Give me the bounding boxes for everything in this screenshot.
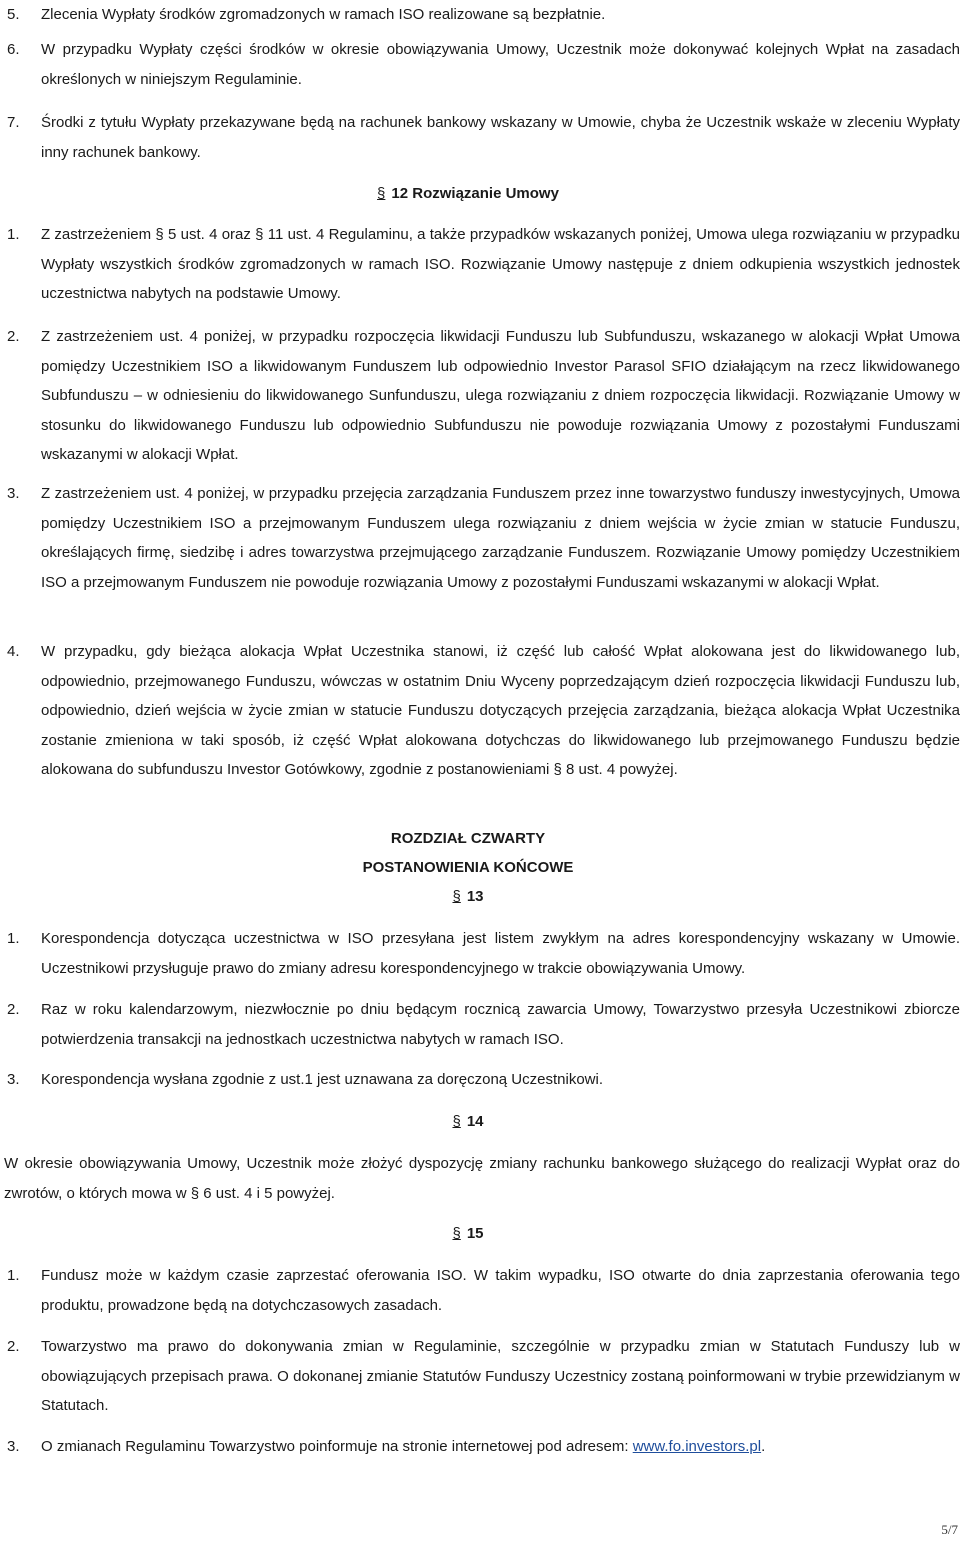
page-number: 5/7	[941, 1522, 958, 1537]
item-text: Towarzystwo ma prawo do dokonywania zmian w Regulaminie, szczególnie w przypadku zmian w Statutach Funduszy lub w obowiązujących przepisach prawa. O dokonanej zmianie Statutów Funduszy Uczestnicy zostaną poinformowani w trybie przewidzianym w Statutach.	[41, 1338, 960, 1415]
item-number: 5.	[7, 6, 20, 23]
item-text	[41, 1432, 960, 1462]
section-sign: §	[452, 1113, 461, 1130]
section-heading-14	[0, 1112, 936, 1132]
item-text: Z zastrzeżeniem ust. 4 poniżej, w przypadku rozpoczęcia likwidacji Funduszu lub Subfunduszu, wskazanego w alokacji Wpłat Umowa pomiędzy Uczestnikiem ISO a likwidowanym Funduszem lub odpowiednio Investor Parasol SFIO działającym na rzecz likwidowanego Subfunduszu – w odniesieniu do likwidowanego Sunfunduszu, ulega rozwiązaniu z dniem rozpoczęcia likwidacji. Rozwiązanie Umowy w stosunku do likwidowanego Funduszu lub odpowiednio Subfunduszu nie powoduje rozwiązania Umowy z pozostałymi Funduszami wskazanymi w alokacji Wpłat.	[41, 328, 960, 464]
item-number: 1.	[7, 1267, 20, 1284]
item-number: 3.	[7, 1438, 20, 1455]
list-item	[7, 322, 960, 470]
list-item	[7, 108, 960, 167]
list-item	[7, 479, 960, 597]
list-item	[7, 1432, 960, 1462]
section-title: 13	[466, 888, 484, 905]
item-text: Korespondencja wysłana zgodnie z ust.1 jest uznawana za doręczoną Uczestnikowi.	[41, 1071, 603, 1088]
section-heading-13	[0, 887, 936, 907]
list-item	[7, 1332, 960, 1421]
list-item	[7, 637, 960, 785]
item-number: 2.	[7, 328, 20, 345]
item-number: 7.	[7, 114, 20, 131]
list-item	[7, 995, 960, 1054]
item-number: 2.	[7, 1001, 20, 1018]
section-14-paragraph: W okresie obowiązywania Umowy, Uczestnik może złożyć dyspozycję zmiany rachunku bankowego służącego do realizacji Wypłat oraz do zwrotów, o których mowa w § 6 ust. 4 i 5 powyżej.	[4, 1155, 960, 1202]
list-item	[7, 924, 960, 983]
item-text: Z zastrzeżeniem ust. 4 poniżej, w przypadku przejęcia zarządzania Funduszem przez inne towarzystwo funduszy inwestycyjnych, Umowa pomiędzy Uczestnikiem ISO a przejmowanym Funduszem ulega rozwiązaniu z dniem wejścia w życie zmian w statucie Funduszu, określających firmę, siedzibę i adres towarzystwa przejmującego zarządzanie Funduszem. Rozwiązanie Umowy pomiędzy Uczestnikiem ISO a przejmowanym Funduszem nie powoduje rozwiązania Umowy z pozostałymi Funduszami wskazanymi w alokacji Wpłat.	[41, 485, 960, 591]
item-text: W przypadku Wypłaty części środków w okresie obowiązywania Umowy, Uczestnik może dokonywać kolejnych Wpłat na zasadach określonych w niniejszym Regulaminie.	[41, 41, 960, 88]
item-text: Z zastrzeżeniem § 5 ust. 4 oraz § 11 ust. 4 Regulaminu, a także przypadków wskazanych poniżej, Umowa ulega rozwiązaniu w przypadku Wypłaty wszystkich środków zgromadzonych w ramach ISO. Rozwiązanie Umowy następuje z dniem odkupienia wszystkich jednostek uczestnictwa nabytych na podstawie Umowy.	[41, 226, 960, 303]
item-number: 1.	[7, 930, 20, 947]
item-text-end: .	[761, 1438, 766, 1455]
item-number: 3.	[7, 1071, 20, 1088]
section-title: 15	[466, 1225, 484, 1242]
item-text-body: O zmianach Regulaminu Towarzystwo poinformuje na stronie internetowej pod adresem:	[41, 1438, 633, 1455]
item-text: W przypadku, gdy bieżąca alokacja Wpłat Uczestnika stanowi, iż część lub całość Wpłat alokowana jest do likwidowanego lub, odpowiednio, przejmowanego Funduszu, wówczas w ostatnim Dniu Wyceny poprzedzającym dzień rozpoczęcia likwidacji Funduszu lub, odpowiednio, dzień wejścia w życie zmian w statucie Funduszu dotyczących przejęcia zarządzania, bieżąca alokacja Wpłat Uczestnika zostanie zmieniona w taki sposób, iż część Wpłat alokowana dotychczas do likwidowanego lub przejmowanego Funduszu będzie alokowana do subfunduszu Investor Gotówkowy, zgodnie z postanowieniami § 8 ust. 4 powyżej.	[41, 643, 960, 779]
section-sign: §	[452, 1225, 461, 1242]
item-number: 2.	[7, 1338, 20, 1355]
section-sign: §	[377, 185, 386, 202]
item-number: 3.	[7, 485, 20, 502]
list-item	[7, 1261, 960, 1320]
item-number: 1.	[7, 226, 20, 243]
list-item	[7, 0, 960, 30]
item-text: Raz w roku kalendarzowym, niezwłocznie po dniu będącym rocznicą zawarcia Umowy, Towarzystwo przesyła Uczestnikowi zbiorcze potwierdzenia transakcji na jednostkach uczestnictwa nabytych w ramach ISO.	[41, 1001, 960, 1048]
list-item	[7, 220, 960, 309]
list-item	[7, 1065, 960, 1095]
item-number: 6.	[7, 41, 20, 58]
website-link[interactable]: www.fo.investors.pl	[632, 1438, 762, 1455]
item-number: 4.	[7, 643, 20, 660]
section-heading-12	[0, 184, 936, 204]
section-heading-15	[0, 1224, 936, 1244]
list-item	[7, 35, 960, 94]
section-sign: §	[452, 888, 461, 905]
item-text: Korespondencja dotycząca uczestnictwa w ISO przesyłana jest listem zwykłym na adres korespondencyjny wskazany w Umowie. Uczestnikowi przysługuje prawo do zmiany adresu korespondencyjnego w trakcie obowiązywania Umowy.	[41, 930, 960, 977]
chapter-title: ROZDZIAŁ CZWARTY	[390, 830, 546, 847]
item-text: Zlecenia Wypłaty środków zgromadzonych w ramach ISO realizowane są bezpłatnie.	[41, 6, 606, 23]
item-text: Środki z tytułu Wypłaty przekazywane będą na rachunek bankowy wskazany w Umowie, chyba że Uczestnik wskaże w zleceniu Wypłaty inny rachunek bankowy.	[41, 114, 960, 161]
item-text: Fundusz może w każdym czasie zaprzestać oferowania ISO. W takim wypadku, ISO otwarte do dnia zaprzestania oferowania tego produktu, prowadzone będą na dotychczasowych zasadach.	[41, 1267, 960, 1314]
section-title: 12 Rozwiązanie Umowy	[391, 185, 559, 202]
section-title: 14	[466, 1113, 484, 1130]
chapter-subtitle: POSTANOWIENIA KOŃCOWE	[362, 859, 574, 876]
